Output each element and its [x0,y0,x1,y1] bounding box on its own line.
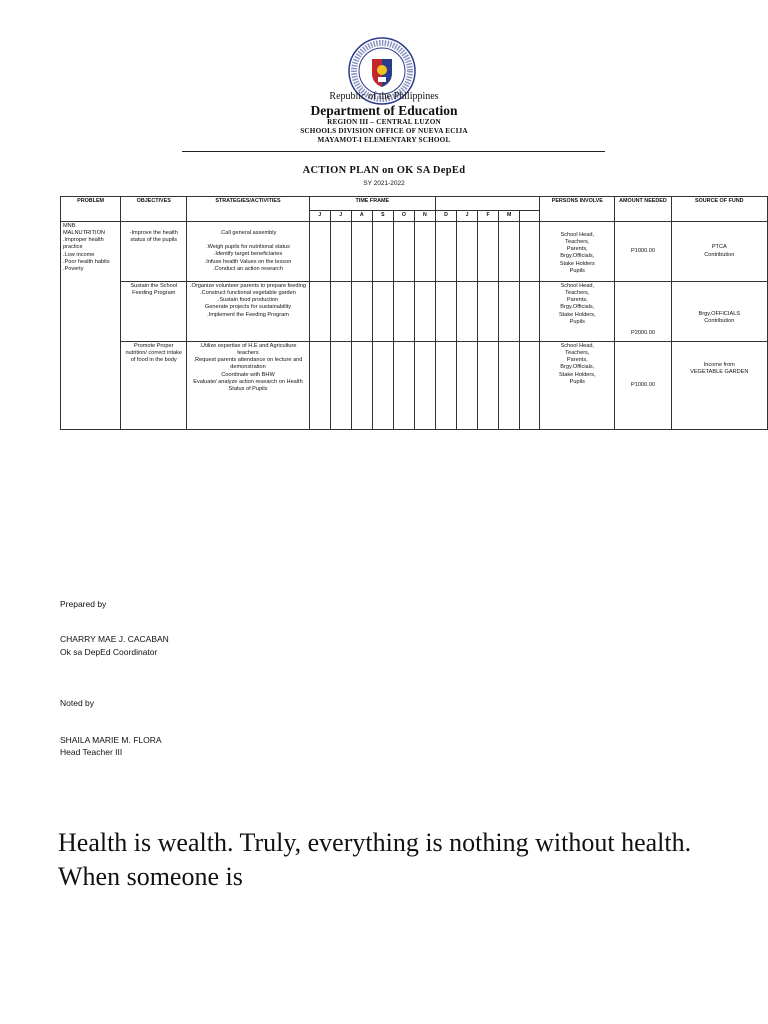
month-cell: J [330,211,351,222]
timeframe-cell [499,222,520,282]
table-row [61,282,768,342]
noted-by-label: Noted by [60,698,95,708]
col-time-frame: TIME FRAME [309,197,435,211]
timeframe-cell [330,342,351,430]
timeframe-cell [309,342,330,430]
month-cell: J [457,211,478,222]
school-heading: MAYAMOT-I ELEMENTARY SCHOOL [317,136,451,144]
prepared-by-label: Prepared by [60,599,107,609]
table-header-row [61,197,768,211]
timeframe-cell [478,222,499,282]
timeframe-cell [478,342,499,430]
month-cell: O [393,211,414,222]
month-cell: J [309,211,330,222]
division-heading: SCHOOLS DIVISION OFFICE OF NUEVA ECIJA [300,127,468,135]
prepared-by-name: CHARRY MAE J. CACABAN [60,634,169,644]
col-source: SOURCE OF FUND [671,197,767,222]
region-heading: REGION III – CENTRAL LUZON [327,118,441,126]
timeframe-cell [372,342,393,430]
amount-cell: P1000.00 [615,222,671,282]
persons-cell: School Head, Teachers, Parents, Brgy.Officials, Stake Holders, Pupils [540,282,615,342]
timeframe-cell [393,282,414,342]
strategies-cell: .Call general assembly .Weigh pupils for nutritional status .Identify target beneficiaries .Infuse health Values on the lesson .Conduct an action research [187,222,309,282]
prepared-by-title: Ok sa DepEd Coordinator [60,647,158,657]
timeframe-cell [478,282,499,342]
source-cell: Brgy.OFFICIALS Contribution [671,282,767,342]
persons-cell: School Head, Teachers, Parents, Brgy.Officials, Stake Holders, Pupils [540,342,615,430]
amount-cell: P1000.00 [615,342,671,430]
timeframe-cell [414,342,435,430]
timeframe-cell [499,282,520,342]
timeframe-cell [435,282,456,342]
timeframe-cell [457,342,478,430]
republic-heading: Republic of the Philippines [329,91,439,102]
timeframe-cell [330,222,351,282]
month-cell: A [351,211,372,222]
timeframe-cell [372,282,393,342]
persons-cell: School Head, Teachers, Parents, Brgy.Officials, Stake Holders Pupils [540,222,615,282]
strategies-cell: .Organize volunteer parents to prepare feeding .Construct functional vegetable garden .Sustain food production Generate projects for sustainability .Implement the Feeding Program [187,282,309,342]
timeframe-cell [414,282,435,342]
timeframe-cell [435,222,456,282]
col-persons: PERSONS INVOLVE [540,197,615,222]
timeframe-cell [499,342,520,430]
month-cell: S [372,211,393,222]
col-amount: AMOUNT NEEDED [615,197,671,222]
header-divider [182,151,605,152]
timeframe-cell [309,222,330,282]
noted-by-name: SHAILA MARIE M. FLORA [60,735,162,745]
timeframe-cell [520,342,540,430]
month-cell: D [435,211,456,222]
objective-cell: -Improve the health status of the pupils [121,222,187,282]
action-plan-title: ACTION PLAN on OK SA DepEd [302,165,466,176]
amount-cell: P2000.00 [615,282,671,342]
source-cell: Income from VEGETABLE GARDEN [671,342,767,430]
source-cell: PTCA Contribution [671,222,767,282]
month-cell: F [478,211,499,222]
col-time-frame-blank [435,197,539,211]
timeframe-cell [435,342,456,430]
table-row [61,342,768,430]
department-heading: Department of Education [310,103,458,118]
timeframe-cell [351,282,372,342]
month-cell-blank [520,211,540,222]
health-quote: Health is wealth. Truly, everything is nothing without health. When someone is [58,828,692,891]
table-row [61,222,768,282]
objective-cell: Sustain the School Feeding Program [121,282,187,342]
school-year: SY 2021-2022 [363,180,405,187]
col-objectives: OBJECTIVES [121,197,187,222]
timeframe-cell [520,222,540,282]
timeframe-cell [520,282,540,342]
col-strategies: STRATEGIES/ACTIVITIES [187,197,309,222]
action-plan-table [60,196,768,430]
timeframe-cell [330,282,351,342]
strategies-cell: .Utilize expertise of H.E and Agriculture teachers .Request parents attendance on lecture and demonstration Coordinate with BHW Evaluate/ analyze action research on Health Status of Pupils [187,342,309,430]
objective-cell: Promote Proper nutrition/ correct intake of food in the body [121,342,187,430]
timeframe-cell [351,342,372,430]
month-cell: M [499,211,520,222]
timeframe-cell [457,282,478,342]
timeframe-cell [372,222,393,282]
problem-cell: MNB MALNUTRITION .Improper health practice .Low income .Poor health habits .Poverty [61,222,121,430]
noted-by-title: Head Teacher III [60,747,123,757]
timeframe-cell [393,222,414,282]
timeframe-cell [309,282,330,342]
timeframe-cell [414,222,435,282]
month-cell: N [414,211,435,222]
timeframe-cell [393,342,414,430]
timeframe-cell [351,222,372,282]
timeframe-cell [457,222,478,282]
col-problem: PROBLEM [61,197,121,222]
